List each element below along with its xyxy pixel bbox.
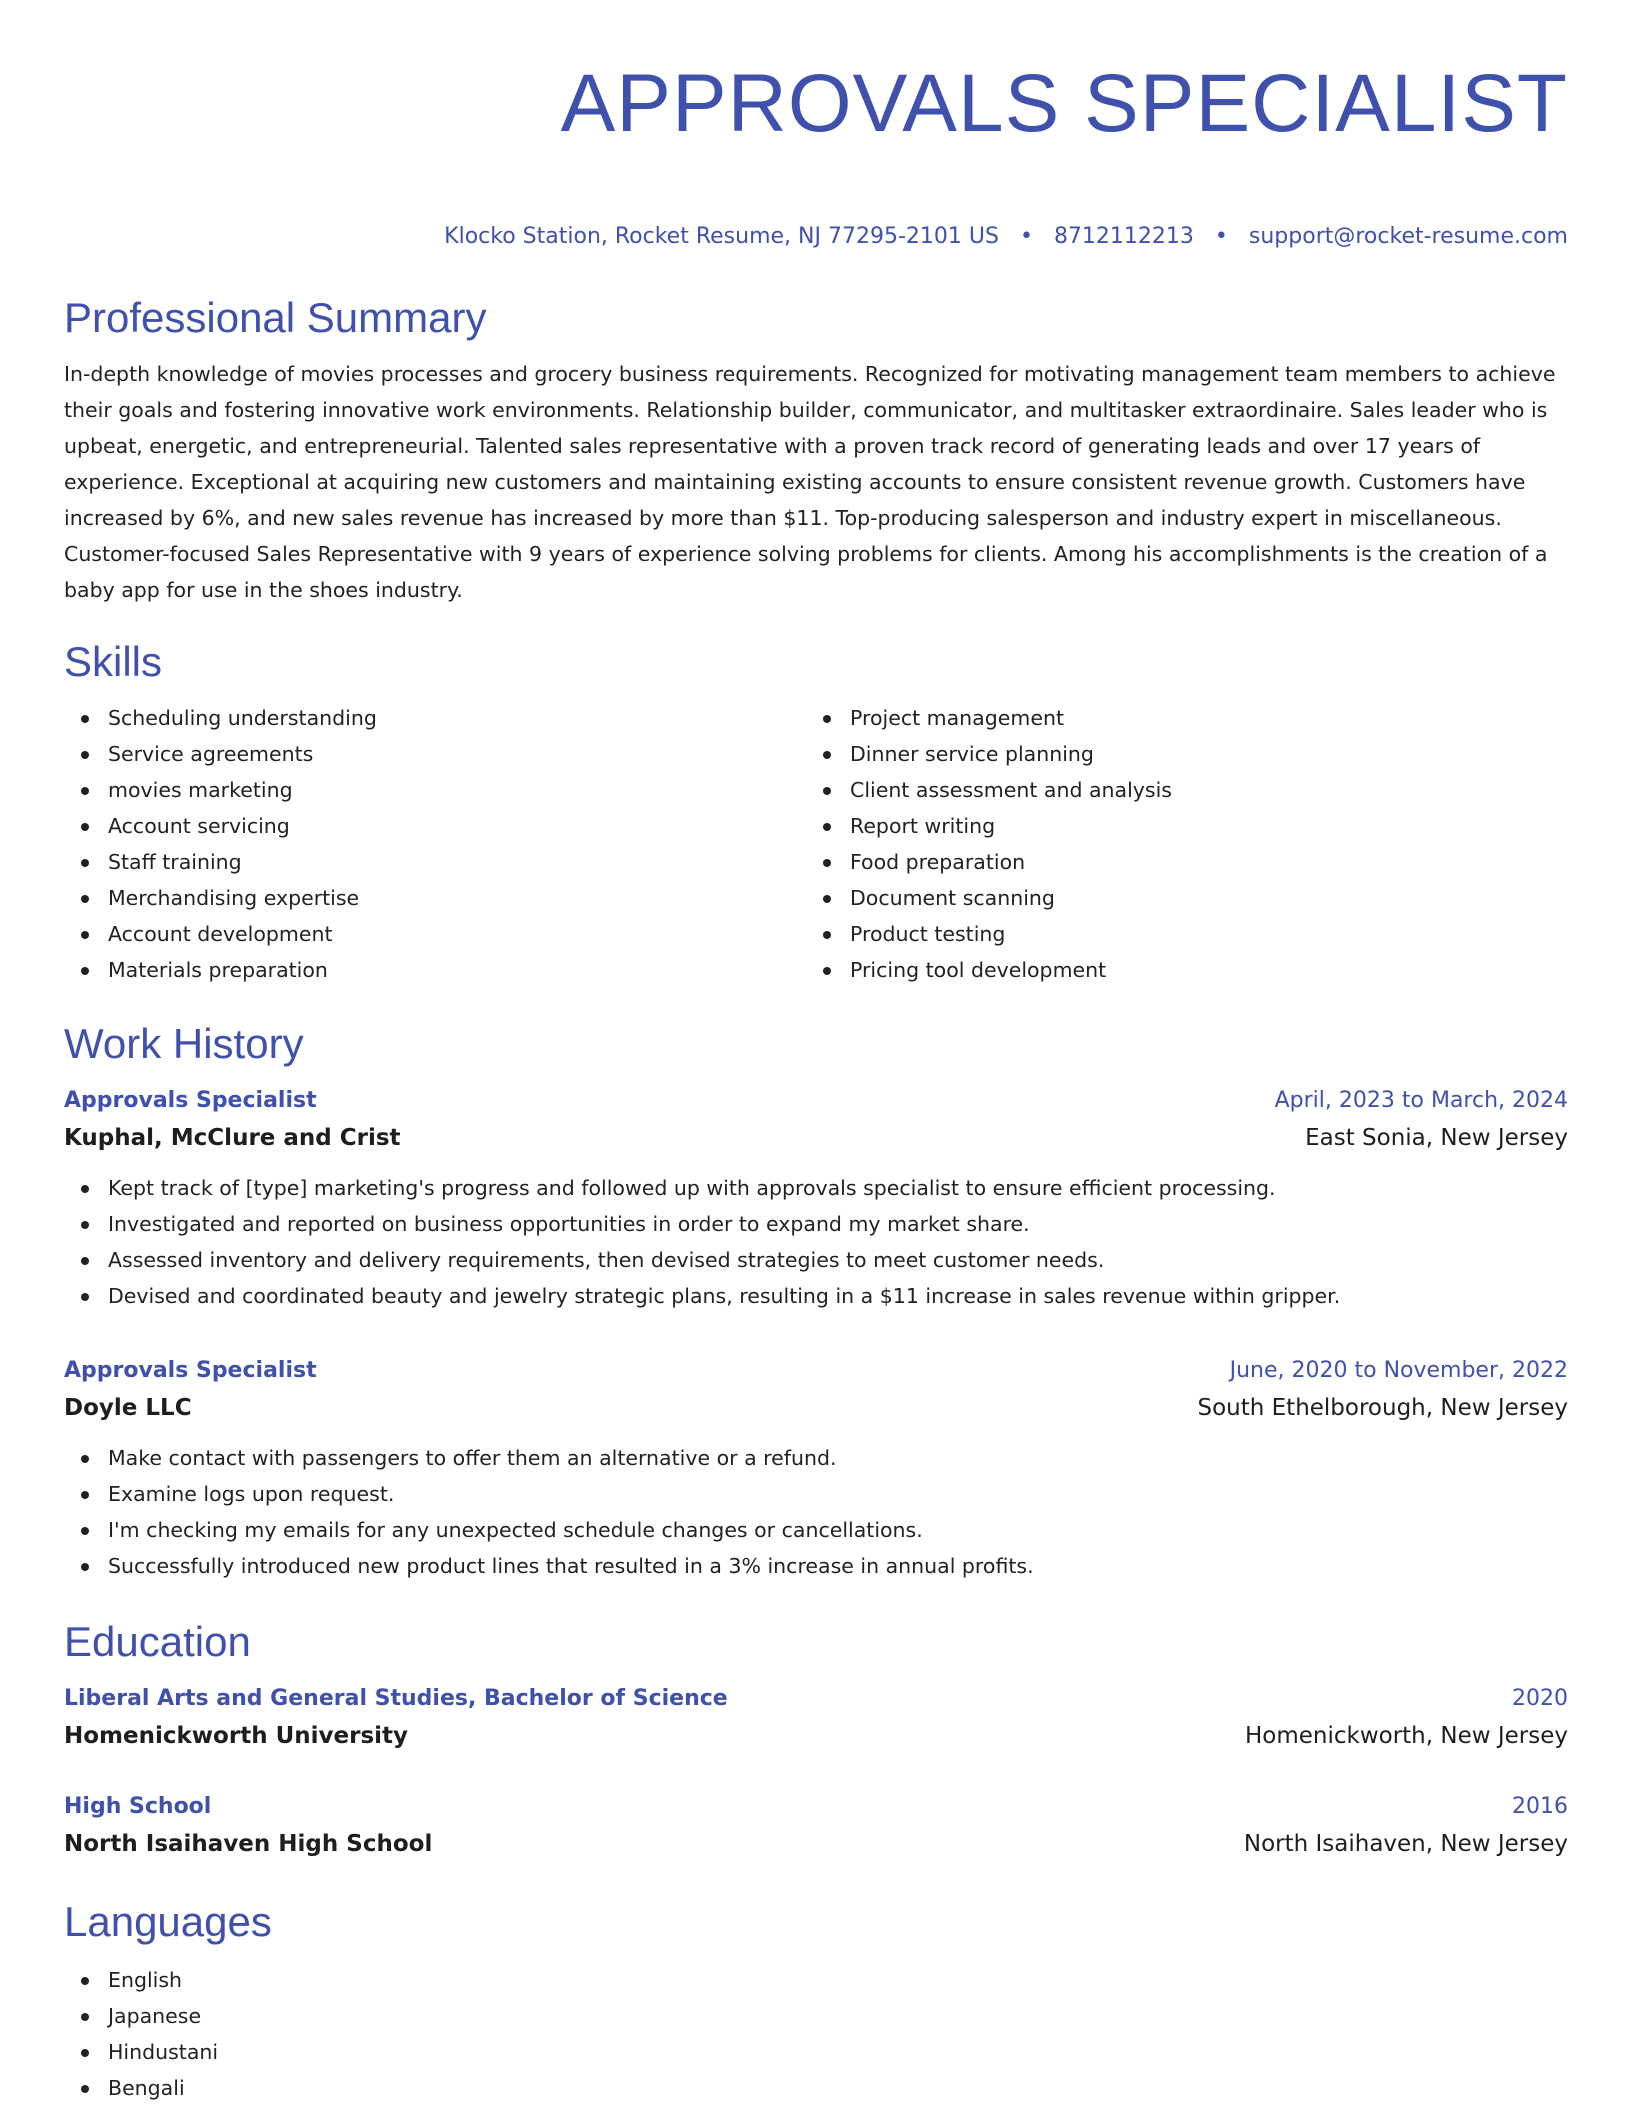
job-bullet: Make contact with passengers to offer them an alternative or a refund. — [64, 1440, 1568, 1476]
job-title: Approvals Specialist — [64, 1088, 317, 1113]
languages-list — [64, 1962, 1568, 2106]
work-entry — [64, 1354, 1568, 1584]
language-item: Bengali — [64, 2070, 1568, 2106]
job-bullets — [64, 1440, 1568, 1584]
language-item: Hindustani — [64, 2034, 1568, 2070]
section-title-education: Education — [64, 1618, 251, 1665]
skill-item: Project management — [806, 700, 1548, 736]
address: Klocko Station, Rocket Resume, NJ 77295-2101 US — [444, 224, 999, 249]
job-location: East Sonia, New Jersey — [1305, 1125, 1568, 1151]
degree-name: Liberal Arts and General Studies, Bachelor of Science — [64, 1686, 728, 1711]
job-dates: April, 2023 to March, 2024 — [1274, 1088, 1568, 1113]
graduation-year: 2020 — [1512, 1686, 1568, 1711]
job-bullet: Examine logs upon request. — [64, 1476, 1568, 1512]
skill-item: Document scanning — [806, 880, 1548, 916]
contact-line — [64, 222, 1568, 252]
skill-item: movies marketing — [64, 772, 806, 808]
language-item: English — [64, 1962, 1568, 1998]
language-item: Japanese — [64, 1998, 1568, 2034]
job-bullet: Assessed inventory and delivery requirements, then devised strategies to meet customer needs. — [64, 1242, 1568, 1278]
skill-item: Account development — [64, 916, 806, 952]
section-title-skills: Skills — [64, 638, 163, 685]
school-location: Homenickworth, New Jersey — [1244, 1723, 1568, 1749]
school-name: North Isaihaven High School — [64, 1831, 433, 1857]
email-address: support@rocket-resume.com — [1248, 224, 1568, 249]
degree-name: High School — [64, 1794, 212, 1819]
job-bullets — [64, 1170, 1568, 1314]
school-location: North Isaihaven, New Jersey — [1243, 1831, 1568, 1857]
page-title: APPROVALS SPECIALIST — [560, 58, 1568, 149]
education-entry — [64, 1790, 1568, 1864]
job-bullet: Investigated and reported on business opportunities in order to expand my market share. — [64, 1206, 1568, 1242]
company-name: Doyle LLC — [64, 1395, 192, 1421]
skill-item: Scheduling understanding — [64, 700, 806, 736]
separator-dot: • — [1019, 224, 1033, 249]
section-title-languages: Languages — [64, 1898, 272, 1945]
graduation-year: 2016 — [1512, 1794, 1568, 1819]
job-title: Approvals Specialist — [64, 1358, 317, 1383]
skill-item: Dinner service planning — [806, 736, 1548, 772]
skill-item: Pricing tool development — [806, 952, 1548, 988]
job-bullet: Kept track of [type] marketing's progress and followed up with approvals specialist to ensure efficient processing. — [64, 1170, 1568, 1206]
skill-item: Service agreements — [64, 736, 806, 772]
resume-header — [64, 0, 1568, 252]
job-bullet: Successfully introduced new product lines that resulted in a 3% increase in annual profits. — [64, 1548, 1568, 1584]
phone-number: 8712112213 — [1053, 224, 1194, 249]
skill-item: Materials preparation — [64, 952, 806, 988]
section-title-summary: Professional Summary — [64, 294, 487, 341]
job-bullet: I'm checking my emails for any unexpected schedule changes or cancellations. — [64, 1512, 1568, 1548]
section-title-work-history: Work History — [64, 1020, 304, 1067]
job-location: South Ethelborough, New Jersey — [1197, 1395, 1568, 1421]
skill-item: Staff training — [64, 844, 806, 880]
skills-column-right — [806, 700, 1548, 988]
skills-list — [64, 700, 1568, 988]
skill-item: Food preparation — [806, 844, 1548, 880]
skill-item: Account servicing — [64, 808, 806, 844]
summary-text: In-depth knowledge of movies processes and grocery business requirements. Recognized for motivating management team members to achieve their goals and fostering innovative work environments. Relationship builder, communicator, and multitasker extraordinaire. Sales leader who is upbeat, energetic, and entrepreneurial. Talented sales representative with a proven track record of generating leads and over 17 years of experience. Exceptional at acquiring new customers and maintaining existing accounts to ensure consistent revenue growth. Customers have increased by 6%, and new sales revenue has increased by more than $11. Top-producing salesperson and industry expert in miscellaneous. Customer-focused Sales Representative with 9 years of experience solving problems for clients. Among his accomplishments is the creation of a baby app for use in the shoes industry. — [64, 362, 1556, 602]
skill-item: Merchandising expertise — [64, 880, 806, 916]
skills-column-left — [64, 700, 806, 988]
education-entry — [64, 1682, 1568, 1756]
school-name: Homenickworth University — [64, 1723, 409, 1749]
skill-item: Client assessment and analysis — [806, 772, 1548, 808]
work-entry — [64, 1084, 1568, 1314]
job-dates: June, 2020 to November, 2022 — [1229, 1358, 1568, 1383]
skill-item: Product testing — [806, 916, 1548, 952]
job-bullet: Devised and coordinated beauty and jewelry strategic plans, resulting in a $11 increase in sales revenue within gripper. — [64, 1278, 1568, 1314]
separator-dot: • — [1214, 224, 1228, 249]
skill-item: Report writing — [806, 808, 1548, 844]
company-name: Kuphal, McClure and Crist — [64, 1125, 401, 1151]
